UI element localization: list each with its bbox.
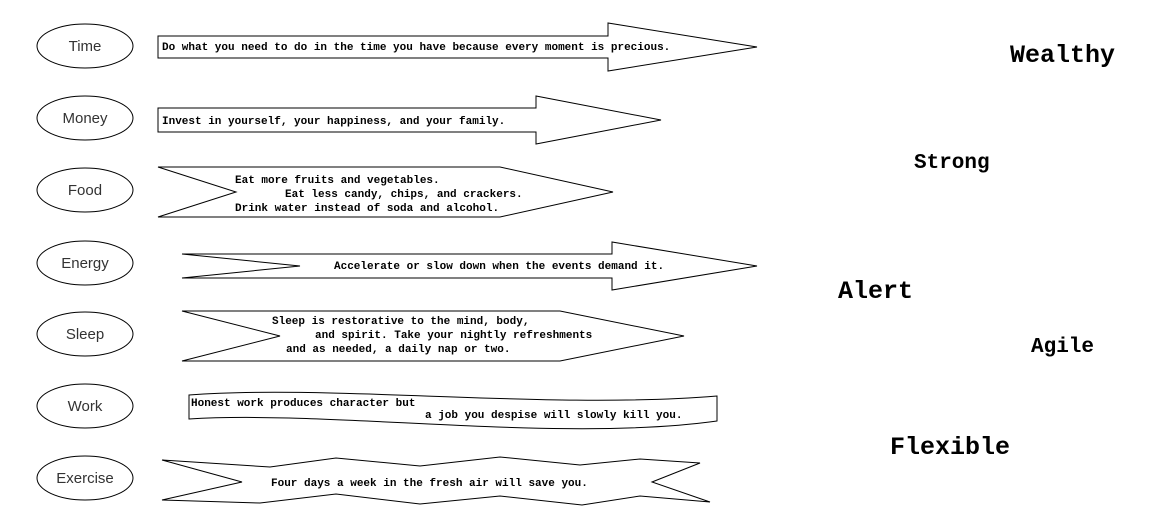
node-label-energy: Energy [61,255,109,272]
row-exercise [37,456,710,505]
message-work-1: Honest work produces character but [191,398,416,410]
message-food-2: Eat less candy, chips, and crackers. [285,189,523,201]
node-label-sleep: Sleep [65,326,105,343]
row-time [37,23,757,71]
row-food [37,167,613,217]
message-time: Do what you need to do in the time you have because every moment is precious. [162,42,671,54]
node-label-time: Time [68,38,102,55]
outcome-agile: Agile [1031,336,1095,359]
message-sleep-1: Sleep is restorative to the mind, body, [272,316,530,328]
row-money [37,96,661,144]
message-money: Invest in yourself, your happiness, and your family. [162,116,506,128]
outcome-alert: Alert [838,277,914,306]
outcome-flexible: Flexible [890,433,1011,462]
message-work-2: a job you despise will slowly kill you. [425,410,683,422]
message-sleep-2: and spirit. Take your nightly refreshments [315,330,593,342]
node-label-exercise: Exercise [56,470,114,487]
message-food-3: Drink water instead of soda and alcohol. [235,203,500,215]
row-sleep [37,311,684,361]
message-energy: Accelerate or slow down when the events demand it. [334,261,665,273]
node-label-food: Food [67,182,103,199]
outcome-strong: Strong [914,152,990,175]
row-work [37,384,717,429]
node-label-work: Work [67,398,103,415]
row-energy [37,241,757,290]
outcome-wealthy: Wealthy [1010,41,1116,70]
message-food-1: Eat more fruits and vegetables. [235,175,440,187]
node-label-money: Money [62,110,108,127]
message-sleep-3: and as needed, a daily nap or two. [286,344,511,356]
message-exercise: Four days a week in the fresh air will save you. [271,478,588,490]
